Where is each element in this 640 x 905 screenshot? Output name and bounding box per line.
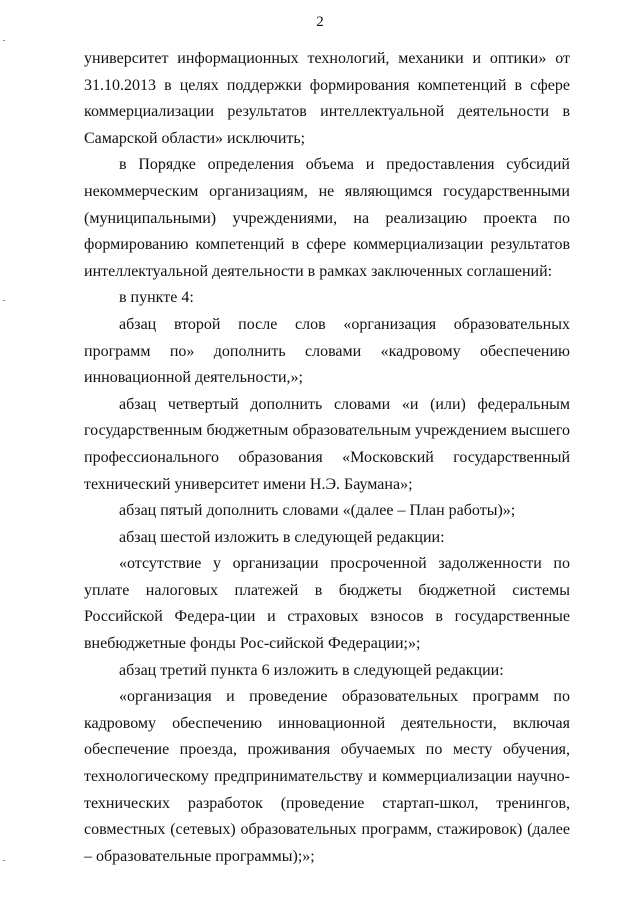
scan-margin-mark bbox=[3, 40, 5, 41]
paragraph: абзац третий пункта 6 изложить в следующей редакции: bbox=[119, 661, 504, 679]
paragraph: «отсутствие у организации просроченной задолженности по уплате налоговых платежей в бюджеты бюджетной системы Российской Федера-ции и страховых взносов в государственные внебюджетные фонды Рос-сийской Федерации;»; bbox=[84, 555, 570, 653]
paragraph: абзац четвертый дополнить словами «и (или) федеральным государственным бюджетным образовательным учреждением высшего профессионального образования «Московский государственный технический университет имени Н.Э. Баумана»; bbox=[84, 395, 570, 493]
paragraph: университет информационных технологий, механики и оптики» от 31.10.2013 в целях поддержки формирования компетенций в сфере коммерциализации результатов интеллектуальной деятельности в Самарской области» исключить; bbox=[84, 50, 570, 147]
paragraph: абзац шестой изложить в следующей редакции: bbox=[119, 528, 445, 546]
paragraph: абзац пятый дополнить словами «(далее – План работы)»; bbox=[119, 502, 516, 520]
paragraph: в Порядке определения объема и предоставления субсидий некоммерческим организациям, не являющимся государственными (муниципальными) учреждениями, на реализацию проекта по формированию компетенций в сфере коммерциализации результатов интеллектуальной деятельности в рамках заключенных соглашений: bbox=[84, 156, 570, 280]
scan-margin-mark bbox=[3, 300, 5, 301]
paragraph: «организация и проведение образовательных программ по кадровому обеспечению инновационной деятельности, включая обеспечение проезда, проживания обучаемых по месту обучения, технологическому предпринимательству и коммерциализации научно-технических разработок (проведение стартап-школ, тренингов, совместных (сетевых) образовательных программ, стажировок) (далее – образовательные программы);»; bbox=[84, 688, 570, 865]
document-body bbox=[84, 46, 570, 870]
page-number: 2 bbox=[316, 14, 324, 30]
paragraph: абзац второй после слов «организация образовательных программ по» дополнить словами «кадровому обеспечению инновационной деятельности,»; bbox=[84, 315, 570, 387]
paragraph: в пункте 4: bbox=[119, 289, 194, 307]
scan-margin-mark bbox=[3, 860, 5, 861]
